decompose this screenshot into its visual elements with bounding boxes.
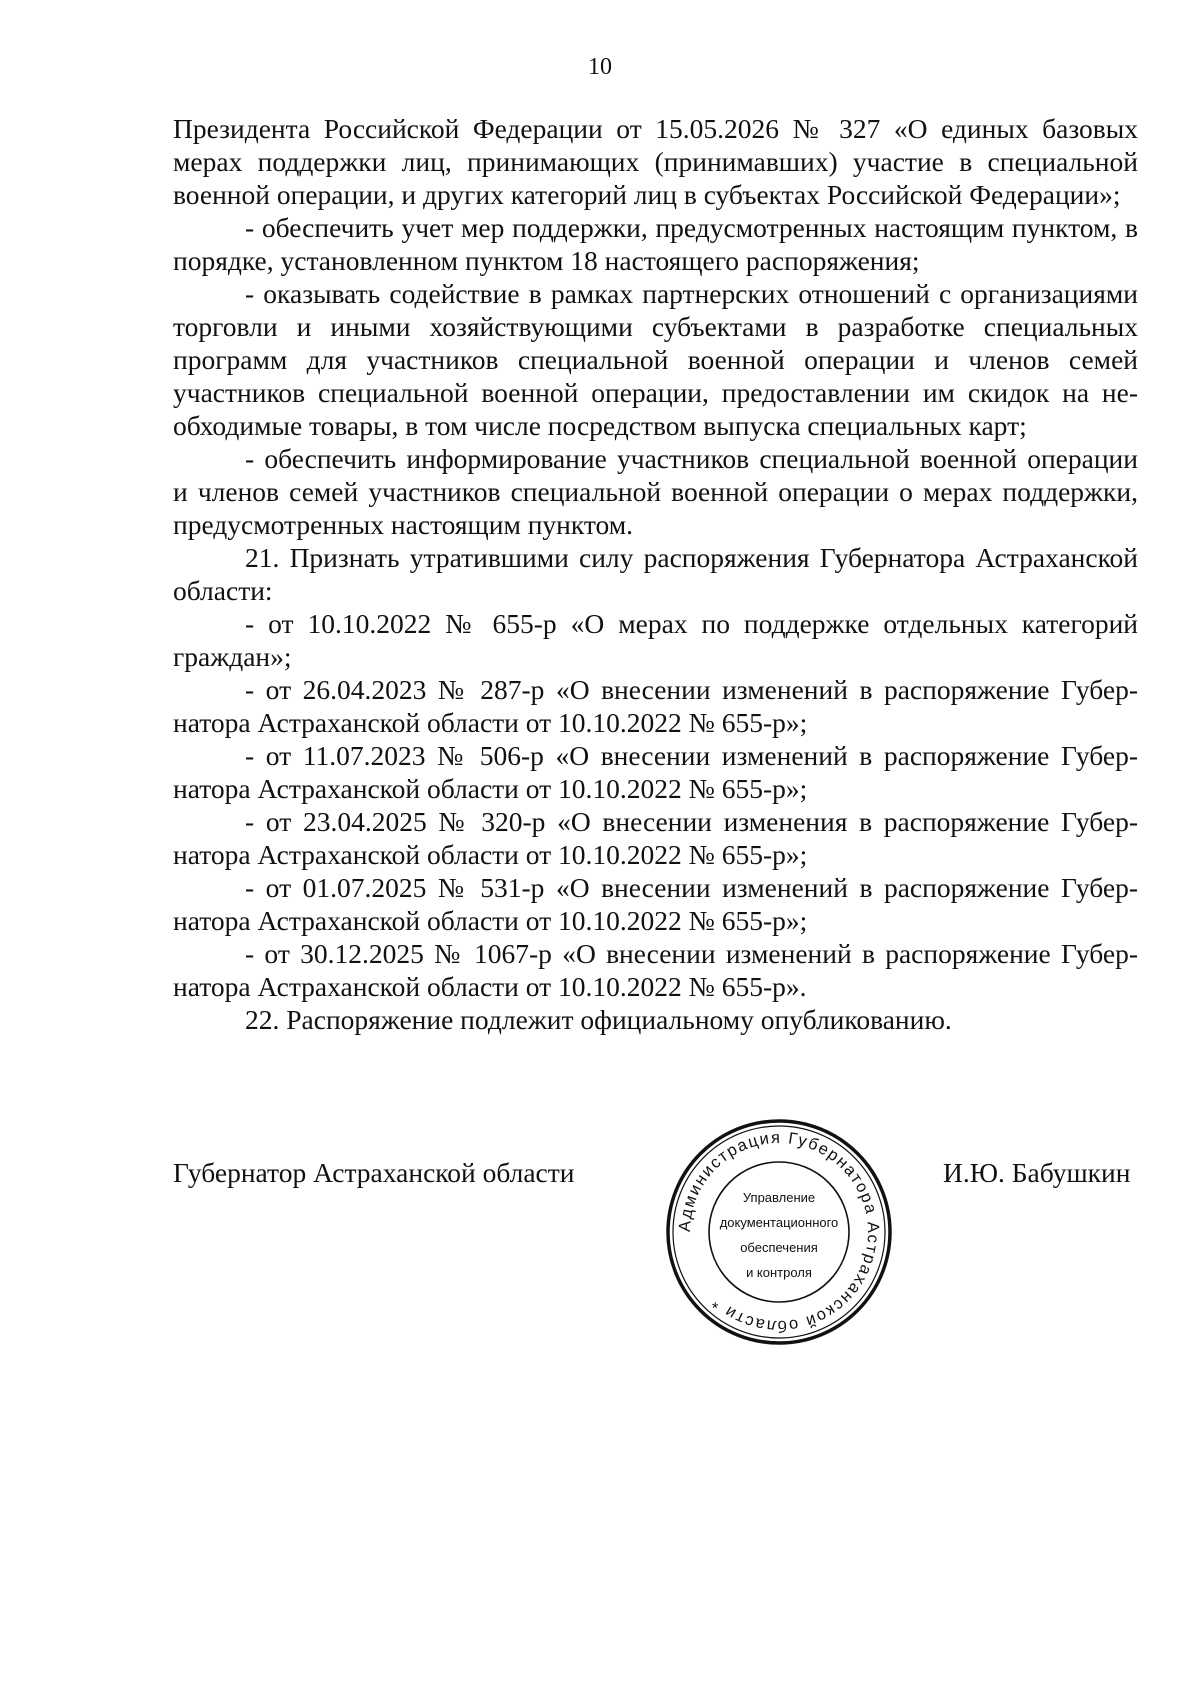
paragraph: - от 11.07.2023 № 506-р «О внесении изменений в распоряжение Губернатора Астраханской области от 10.10.2022 № 655-р»; [173, 740, 1138, 804]
stamp-center-line: обеспечения [740, 1240, 818, 1255]
signatory-name: И.Ю. Бабушкин [943, 1157, 1131, 1188]
paragraph: - от 23.04.2025 № 320-р «О внесении изменения в распоряжение Губернатора Астраханской области от 10.10.2022 № 655-р»; [173, 806, 1138, 870]
stamp-ring-text: Администрация Губернатора Астраханской области * [675, 1128, 883, 1336]
stamp-center-line: Управление [742, 1190, 816, 1205]
paragraph: 21. Признать утратившими силу распоряжения Губернатора Астраханской области: [173, 542, 1138, 606]
paragraph: - оказывать содействие в рамках партнерских отношений с организациями торговли и иными хозяйствующими субъектами в разработке специальных программ для участников специальной военной операции и членов семей участников специальной военной операции, предоставлении им скидок на необходимые товары, в том числе посредством выпуска специальных карт; [173, 278, 1138, 441]
paragraph: - от 30.12.2025 № 1067-р «О внесении изменений в распоряжение Губернатора Астраханской области от 10.10.2022 № 655-р». [173, 938, 1138, 1002]
paragraph: - обеспечить информирование участников специальной военной операции и членов семей участников специальной военной операции о мерах поддержки, предусмотренных настоящим пунктом. [173, 443, 1138, 540]
paragraph: - от 10.10.2022 № 655-р «О мерах по поддержке отдельных категорий граждан»; [173, 608, 1138, 672]
official-seal-stamp [664, 1117, 894, 1347]
paragraph: 22. Распоряжение подлежит официальному опубликованию. [245, 1004, 952, 1035]
paragraph: - от 01.07.2025 № 531-р «О внесении изменений в распоряжение Губернатора Астраханской области от 10.10.2022 № 655-р»; [173, 872, 1138, 936]
document-body [173, 112, 1138, 1036]
stamp-inner-ring-thin [673, 1126, 885, 1338]
stamp-center-ring [709, 1162, 849, 1302]
signatory-position: Губернатор Астраханской области [173, 1157, 575, 1188]
page-number: 10 [588, 54, 612, 80]
stamp-center-line: и контроля [746, 1265, 812, 1280]
stamp-outer-ring [668, 1121, 890, 1343]
signature-block [0, 1143, 1200, 1188]
paragraph: - обеспечить учет мер поддержки, предусмотренных настоящим пунктом, в порядке, установленном пунктом 18 настоящего распоряжения; [173, 212, 1138, 276]
stamp-center-line: документационного [719, 1215, 839, 1230]
paragraph: - от 26.04.2023 № 287-р «О внесении изменений в распоряжение Губернатора Астраханской области от 10.10.2022 № 655-р»; [173, 674, 1138, 738]
paragraph: Президента Российской Федерации от 15.05.2026 № 327 «О единых базовых мерах поддержки лиц, принимающих (принимавших) участие в специальной военной операции, и других категорий лиц в субъектах Российской Федерации»; [173, 113, 1138, 210]
